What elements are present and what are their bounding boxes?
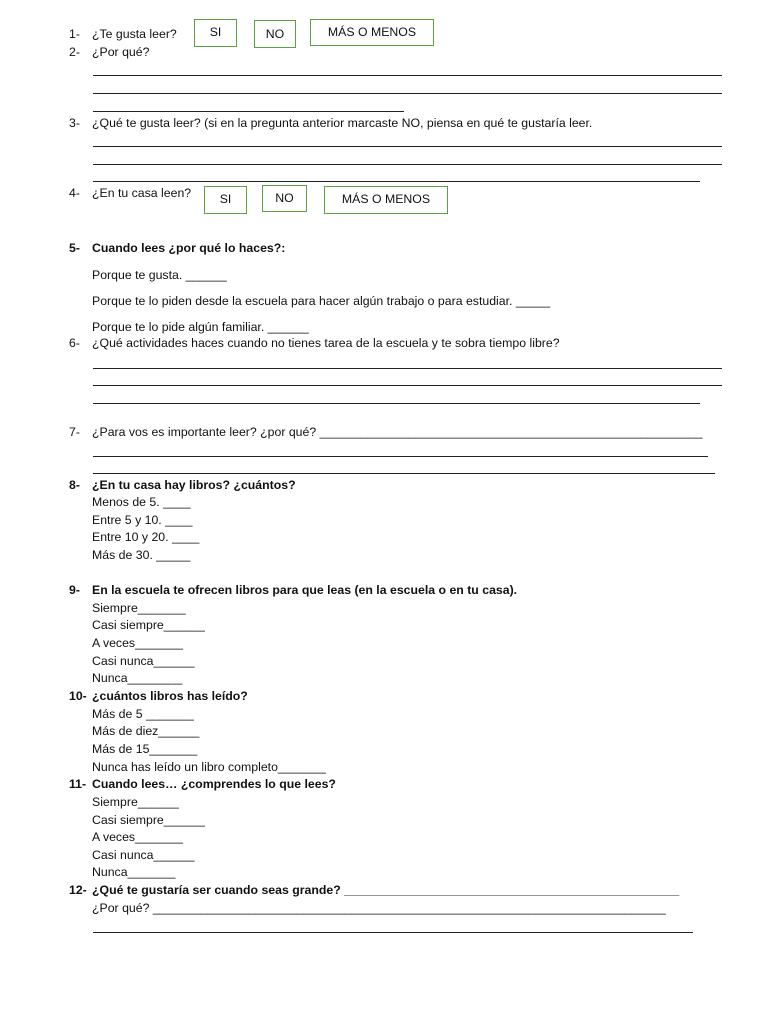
q1-mas-o-menos-box[interactable]: MÁS O MENOS: [310, 19, 434, 46]
q10-option: Nunca has leído un libro completo_______: [92, 760, 326, 774]
q6-number: 6-: [69, 336, 80, 350]
q9-question: En la escuela te ofrecen libros para que leas (en la escuela o en tu casa).: [92, 583, 518, 597]
q10-option: Más de diez______: [92, 724, 200, 738]
q11-number: 11-: [69, 777, 87, 791]
q8-option: Menos de 5. ____: [92, 495, 191, 509]
q6-question: ¿Qué actividades haces cuando no tienes tarea de la escuela y te sobra tiempo libre?: [92, 336, 560, 350]
q10-option: Más de 15_______: [92, 742, 198, 756]
q2-question: ¿Por qué?: [92, 45, 150, 59]
q5-option: Porque te lo pide algún familiar. ______: [92, 320, 309, 334]
q8-number: 8-: [69, 478, 80, 492]
q10-option: Más de 5 _______: [92, 707, 194, 721]
answer-line[interactable]: [93, 75, 722, 76]
q9-option: Siempre_______: [92, 601, 186, 615]
answer-line[interactable]: [93, 403, 700, 404]
answer-line[interactable]: [93, 368, 722, 369]
q9-option: Casi siempre______: [92, 618, 205, 632]
q1-si-box[interactable]: SI: [194, 19, 237, 47]
q4-si-box[interactable]: SI: [204, 186, 247, 214]
q11-option: Nunca_______: [92, 865, 176, 879]
q1-question: ¿Te gusta leer?: [92, 27, 177, 41]
q5-number: 5-: [69, 241, 80, 255]
q4-mas-o-menos-box[interactable]: MÁS O MENOS: [324, 186, 448, 214]
q11-question: Cuando lees… ¿comprendes lo que lees?: [92, 777, 336, 791]
q10-question: ¿cuántos libros has leído?: [92, 689, 248, 703]
answer-line[interactable]: [93, 111, 404, 112]
q2-number: 2-: [69, 45, 80, 59]
q12-sub-question: ¿Por qué? ___________________________________________________________________________: [92, 901, 666, 915]
q8-question: ¿En tu casa hay libros? ¿cuántos?: [92, 478, 296, 492]
q11-option: Siempre______: [92, 795, 179, 809]
answer-line[interactable]: [93, 164, 722, 165]
q8-option: Entre 5 y 10. ____: [92, 513, 193, 527]
q3-number: 3-: [69, 116, 80, 130]
q5-question: Cuando lees ¿por qué lo haces?:: [92, 241, 286, 255]
q7-question: ¿Para vos es importante leer? ¿por qué? ________________________________________________________: [92, 425, 703, 439]
q7-number: 7-: [69, 425, 80, 439]
q4-number: 4-: [69, 186, 80, 200]
q8-option: Más de 30. _____: [92, 548, 191, 562]
answer-line[interactable]: [93, 456, 708, 457]
answer-line[interactable]: [93, 473, 715, 474]
q1-number: 1-: [69, 27, 80, 41]
q4-no-box[interactable]: NO: [262, 185, 307, 212]
answer-line[interactable]: [93, 385, 722, 386]
q1-no-box[interactable]: NO: [254, 20, 296, 48]
answer-line[interactable]: [93, 181, 700, 182]
q12-question: ¿Qué te gustaría ser cuando seas grande? _________________________________________________: [92, 883, 680, 897]
q9-option: Casi nunca______: [92, 654, 195, 668]
q4-question: ¿En tu casa leen?: [92, 186, 192, 200]
q9-option: A veces_______: [92, 636, 183, 650]
q12-number: 12-: [69, 883, 87, 897]
q9-option: Nunca________: [92, 671, 183, 685]
answer-line[interactable]: [93, 93, 722, 94]
answer-line[interactable]: [93, 146, 722, 147]
q3-question: ¿Qué te gusta leer? (si en la pregunta anterior marcaste NO, piensa en qué te gustaría leer.: [92, 116, 593, 130]
q5-option: Porque te gusta. ______: [92, 268, 227, 282]
answer-line[interactable]: [93, 932, 693, 933]
q8-option: Entre 10 y 20. ____: [92, 530, 200, 544]
q11-option: A veces_______: [92, 830, 183, 844]
q11-option: Casi nunca______: [92, 848, 195, 862]
q11-option: Casi siempre______: [92, 813, 205, 827]
q10-number: 10-: [69, 689, 87, 703]
q5-option: Porque te lo piden desde la escuela para hacer algún trabajo o para estudiar. _____: [92, 294, 551, 308]
q9-number: 9-: [69, 583, 80, 597]
